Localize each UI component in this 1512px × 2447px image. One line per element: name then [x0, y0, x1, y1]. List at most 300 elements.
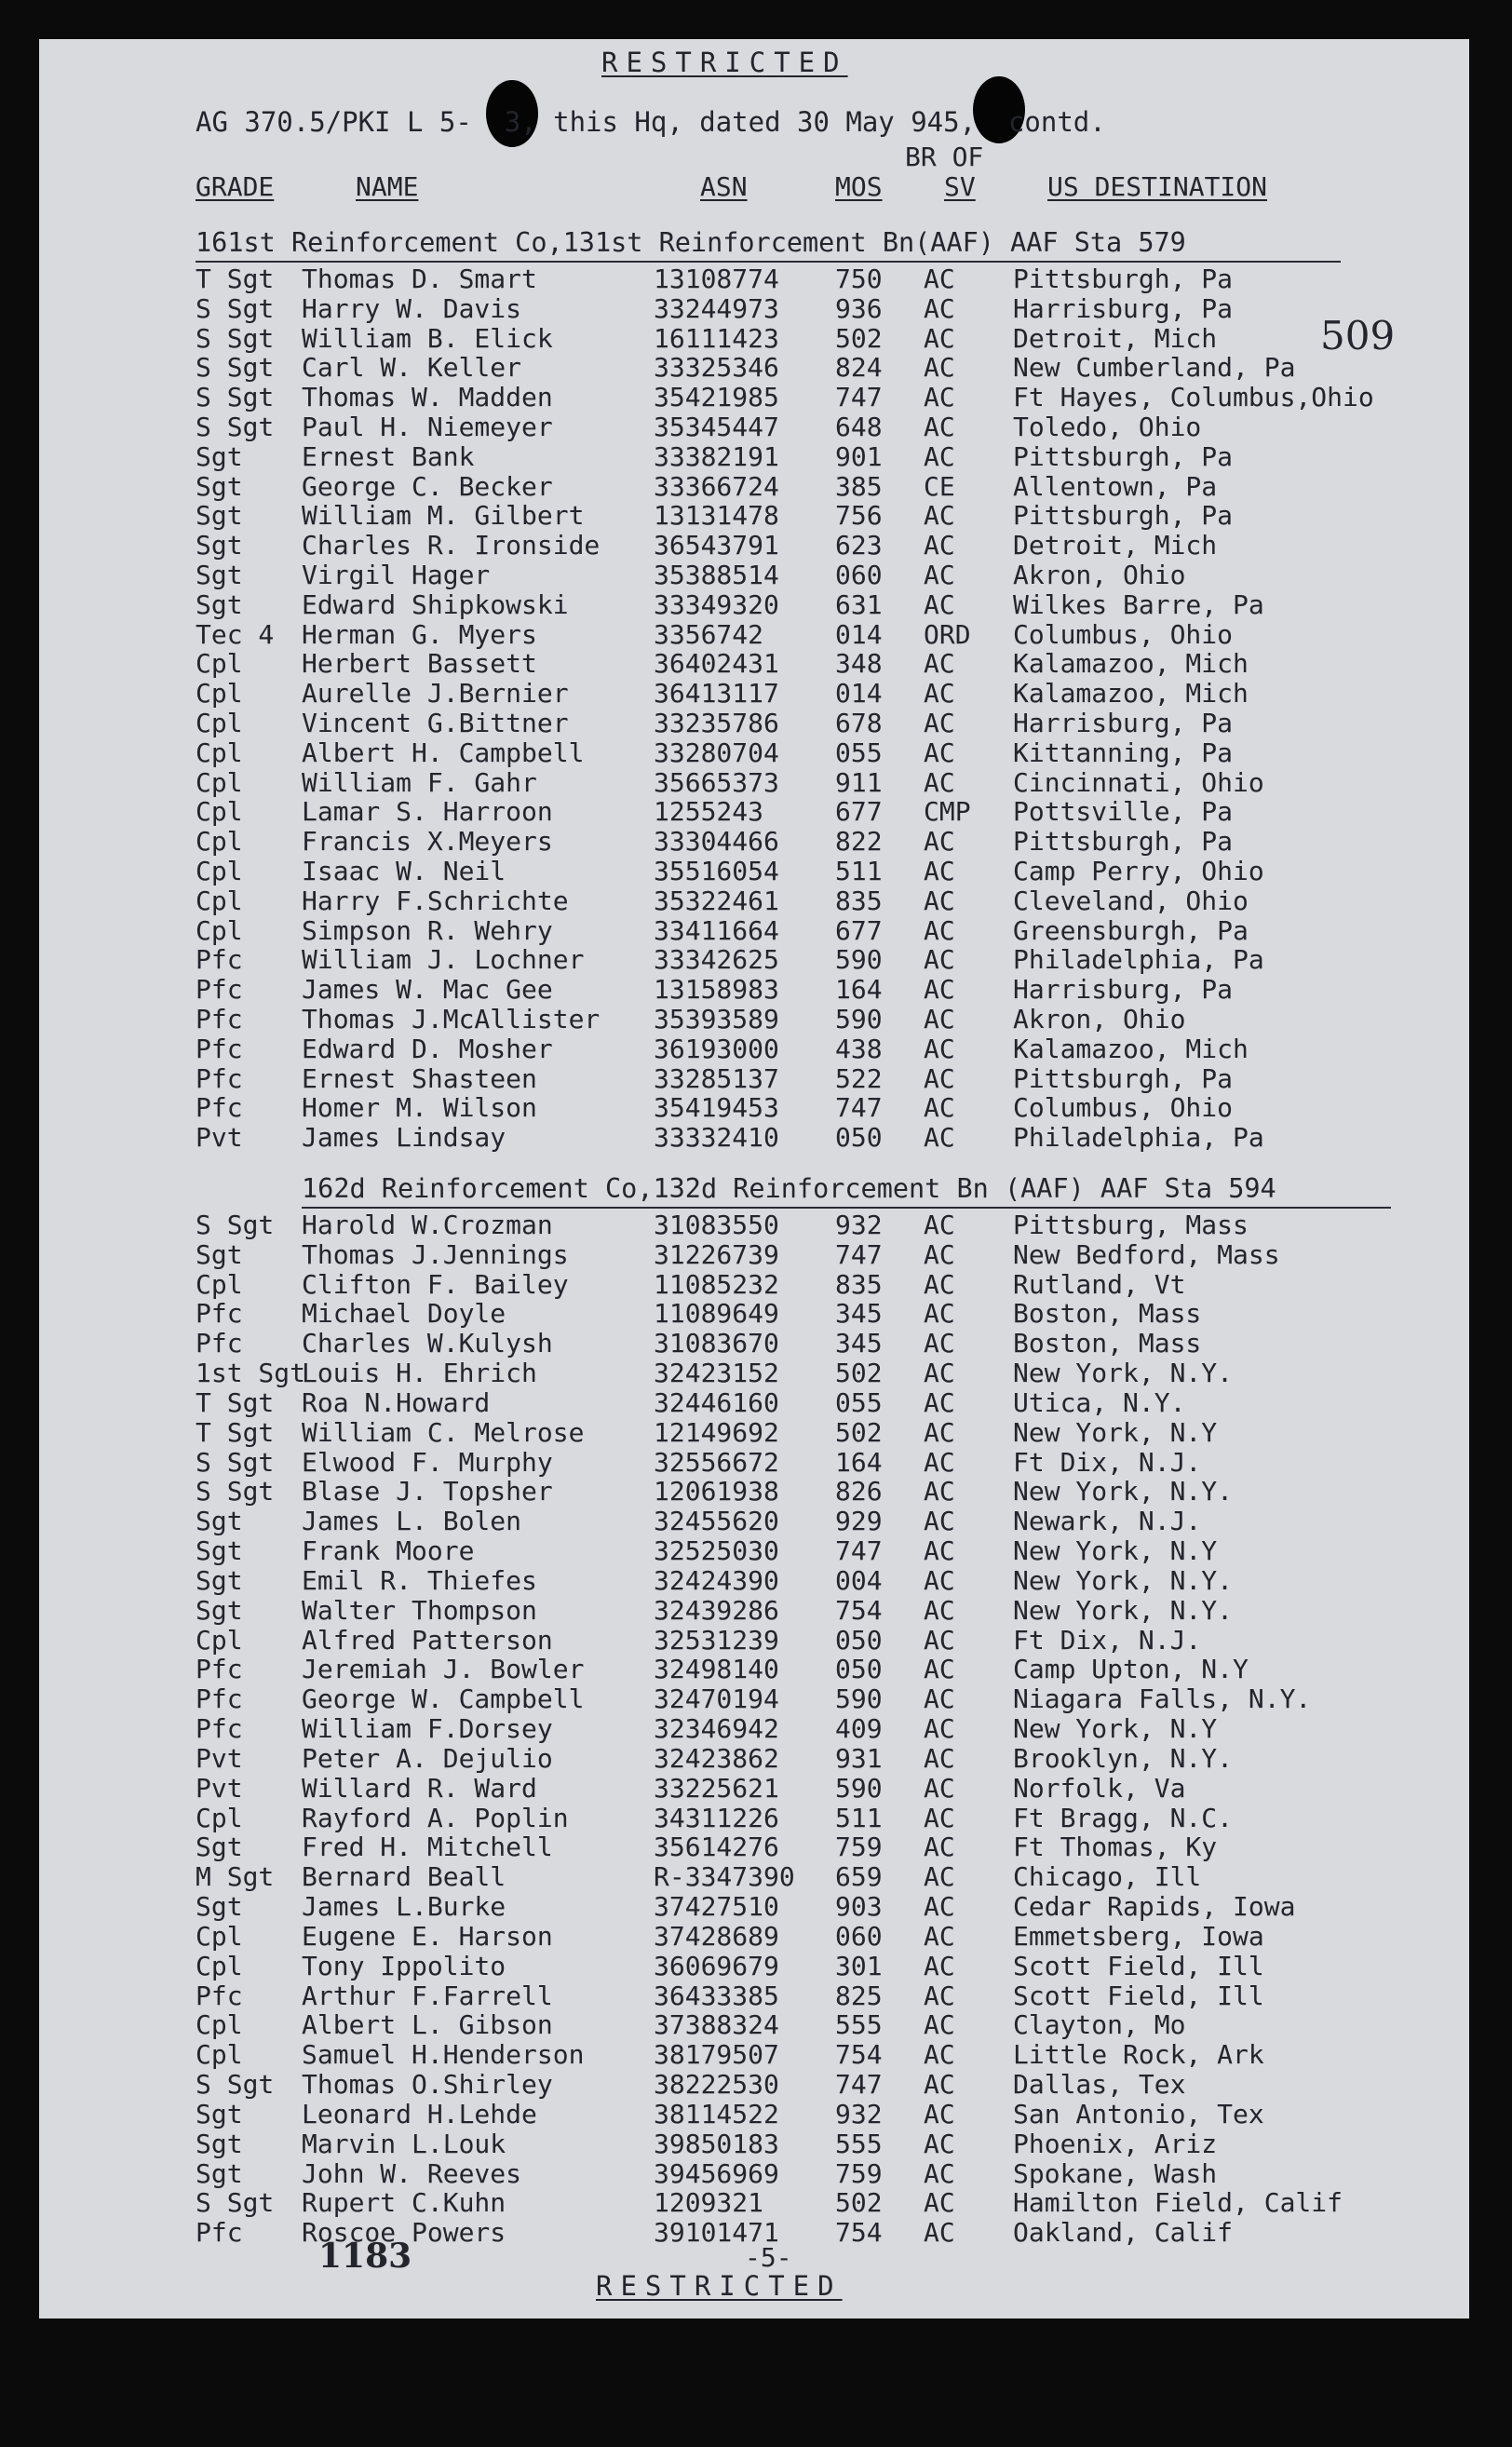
cell-grade: Cpl — [196, 2009, 243, 2041]
cell-mos: 348 — [835, 648, 883, 680]
table-row — [39, 1507, 1469, 1536]
cell-sv: CE — [924, 470, 955, 502]
cell-sv: AC — [924, 1772, 955, 1804]
cell-mos: 164 — [835, 974, 883, 1006]
table-row — [39, 294, 1469, 324]
cell-dest: Toledo, Ohio — [1013, 412, 1202, 442]
stamped-number: 509 — [1320, 313, 1396, 358]
table-row — [39, 442, 1469, 472]
cell-asn: 36433385 — [654, 1980, 779, 2011]
cell-name: James W. Mac Gee — [302, 974, 553, 1006]
cell-dest: Emmetsberg, Iowa — [1013, 1920, 1264, 1952]
cell-dest: Spokane, Wash — [1013, 2157, 1218, 2189]
cell-mos: 502 — [835, 1416, 883, 1448]
cell-asn: 37388324 — [654, 2009, 779, 2041]
cell-sv: AC — [924, 826, 955, 858]
cell-name: Arthur F.Farrell — [302, 1980, 553, 2011]
cell-asn: 35665373 — [654, 766, 779, 798]
cell-sv: AC — [924, 292, 955, 324]
cell-name: Lamar S. Harroon — [302, 796, 553, 828]
cell-sv: AC — [924, 2098, 955, 2129]
cell-dest: New York, N.Y — [1013, 1416, 1218, 1448]
cell-name: Eugene E. Harson — [302, 1920, 553, 1952]
cell-dest: Detroit, Mich — [1013, 322, 1218, 354]
table-row — [39, 1329, 1469, 1359]
cell-dest: Columbus, Ohio — [1013, 1092, 1234, 1124]
cell-asn: 33349320 — [654, 588, 779, 620]
cell-mos: 555 — [835, 2128, 883, 2159]
cell-name: Emil R. Thiefes — [302, 1564, 537, 1596]
cell-grade: S Sgt — [196, 1476, 275, 1507]
cell-grade: Pfc — [196, 1004, 243, 1034]
cell-grade: Pfc — [196, 1980, 243, 2011]
cell-name: Jeremiah J. Bowler — [302, 1654, 585, 1685]
table-row — [39, 472, 1469, 502]
cell-name: Marvin L.Louk — [302, 2128, 506, 2159]
cell-sv: AC — [924, 1298, 955, 1330]
cell-mos: 345 — [835, 1298, 883, 1330]
cell-dest: Dallas, Tex — [1013, 2069, 1186, 2101]
cell-dest: Harrisburg, Pa — [1013, 292, 1234, 324]
cell-name: Paul H. Niemeyer — [302, 412, 553, 442]
cell-sv: AC — [924, 1535, 955, 1567]
cell-dest: Pittsburgh, Pa — [1013, 440, 1234, 472]
cell-dest: Newark, N.J. — [1013, 1506, 1202, 1537]
cell-dest: New York, N.Y. — [1013, 1476, 1234, 1507]
cell-dest: New York, N.Y — [1013, 1713, 1218, 1745]
cell-name: Charles W.Kulysh — [302, 1328, 553, 1359]
table-row — [39, 501, 1469, 531]
cell-grade: Pfc — [196, 974, 243, 1006]
cell-grade: Pvt — [196, 1742, 243, 1774]
cell-name: Harry W. Davis — [302, 292, 522, 324]
cell-sv: AC — [924, 1980, 955, 2011]
table-row — [39, 738, 1469, 768]
cell-sv: AC — [924, 2069, 955, 2101]
cell-dest: Norfolk, Va — [1013, 1772, 1186, 1804]
cell-mos: 750 — [835, 264, 883, 294]
cell-mos: 903 — [835, 1891, 883, 1923]
cell-sv: AC — [924, 1861, 955, 1893]
cell-name: Thomas J.Jennings — [302, 1238, 569, 1270]
cell-name: William J. Lochner — [302, 944, 585, 976]
cell-sv: AC — [924, 588, 955, 620]
cell-asn: 35421985 — [654, 382, 779, 413]
cell-dest: New Bedford, Mass — [1013, 1238, 1280, 1270]
cell-sv: AC — [924, 2157, 955, 2189]
cell-mos: 511 — [835, 1802, 883, 1833]
table-row — [39, 2070, 1469, 2100]
cell-dest: Ft Dix, N.J. — [1013, 1446, 1202, 1478]
table-row — [39, 1774, 1469, 1804]
cell-dest: Akron, Ohio — [1013, 560, 1186, 590]
cell-asn: 35516054 — [654, 856, 779, 886]
cell-sv: AC — [924, 1328, 955, 1359]
cell-mos: 345 — [835, 1328, 883, 1359]
cell-asn: 35614276 — [654, 1832, 779, 1863]
cell-grade: Sgt — [196, 1564, 243, 1596]
cell-grade: Pfc — [196, 1654, 243, 1685]
cell-name: Bernard Beall — [302, 1861, 506, 1893]
cell-sv: AC — [924, 1358, 955, 1389]
cell-mos: 522 — [835, 1062, 883, 1094]
cell-asn: 38114522 — [654, 2098, 779, 2129]
cell-name: Frank Moore — [302, 1535, 475, 1567]
cell-dest: Scott Field, Ill — [1013, 1980, 1264, 2011]
section-title: 162d Reinforcement Co,132d Reinforcement Bn (AAF) AAF Sta 594 — [302, 1173, 1276, 1204]
cell-mos: 754 — [835, 2217, 883, 2249]
cell-grade: Cpl — [196, 1920, 243, 1952]
cell-name: Carl W. Keller — [302, 352, 522, 384]
cell-dest: Scott Field, Ill — [1013, 1950, 1264, 1981]
cell-mos: 385 — [835, 470, 883, 502]
cell-grade: Sgt — [196, 1832, 243, 1863]
cell-mos: 759 — [835, 2157, 883, 2189]
cell-name: William F.Dorsey — [302, 1713, 553, 1745]
cell-sv: AC — [924, 1062, 955, 1094]
header-classification: RESTRICTED — [601, 47, 848, 78]
cell-grade: Sgt — [196, 2128, 243, 2159]
table-row — [39, 1093, 1469, 1123]
cell-name: Roa N.Howard — [302, 1386, 491, 1418]
cell-name: Harry F.Schrichte — [302, 885, 569, 916]
cell-grade: Sgt — [196, 560, 243, 590]
table-row — [39, 2188, 1469, 2218]
table-row — [39, 1034, 1469, 1064]
cell-grade: Cpl — [196, 914, 243, 946]
cell-mos: 590 — [835, 1004, 883, 1034]
cell-asn: 13108774 — [654, 264, 779, 294]
cell-mos: 050 — [835, 1122, 883, 1154]
cell-name: William B. Elick — [302, 322, 553, 354]
cell-sv: AC — [924, 1476, 955, 1507]
cell-dest: Philadelphia, Pa — [1013, 1122, 1264, 1154]
cell-grade: Sgt — [196, 440, 243, 472]
cell-asn: 31226739 — [654, 1238, 779, 1270]
cell-name: William M. Gilbert — [302, 500, 585, 532]
cell-sv: AC — [924, 944, 955, 976]
cell-grade: S Sgt — [196, 1446, 275, 1478]
cell-dest: Detroit, Mich — [1013, 530, 1218, 561]
cell-asn: 1209321 — [654, 2187, 764, 2219]
cell-dest: Cincinnati, Ohio — [1013, 766, 1264, 798]
cell-dest: Boston, Mass — [1013, 1298, 1202, 1330]
cell-sv: AC — [924, 1268, 955, 1300]
cell-name: Thomas J.McAllister — [302, 1004, 601, 1034]
cell-grade: Cpl — [196, 885, 243, 916]
cell-asn: 33366724 — [654, 470, 779, 502]
table-row — [39, 827, 1469, 857]
cell-sv: AC — [924, 1594, 955, 1626]
cell-sv: AC — [924, 1832, 955, 1863]
cell-name: George C. Becker — [302, 470, 553, 502]
cell-mos: 050 — [835, 1654, 883, 1685]
cell-sv: AC — [924, 2039, 955, 2071]
cell-dest: Kalamazoo, Mich — [1013, 1033, 1249, 1064]
cell-dest: Harrisburg, Pa — [1013, 708, 1234, 738]
cell-asn: 33235786 — [654, 708, 779, 738]
cell-sv: AC — [924, 1210, 955, 1240]
cell-sv: AC — [924, 885, 955, 916]
cell-sv: AC — [924, 1238, 955, 1270]
table-row — [39, 412, 1469, 442]
cell-sv: AC — [924, 766, 955, 798]
cell-sv: AC — [924, 530, 955, 561]
cell-dest: New York, N.Y. — [1013, 1358, 1234, 1389]
cell-name: Willard R. Ward — [302, 1772, 537, 1804]
table-row — [39, 916, 1469, 946]
br-of-label: BR OF — [905, 142, 984, 172]
cell-grade: Cpl — [196, 2039, 243, 2071]
cell-sv: AC — [924, 264, 955, 294]
cell-asn: 39101471 — [654, 2217, 779, 2249]
column-header-mos: MOS — [835, 171, 883, 202]
cell-mos: 590 — [835, 944, 883, 976]
cell-asn: 33411664 — [654, 914, 779, 946]
table-row — [39, 1240, 1469, 1270]
cell-mos: 631 — [835, 588, 883, 620]
cell-mos: 301 — [835, 1950, 883, 1981]
cell-name: Elwood F. Murphy — [302, 1446, 553, 1478]
cell-mos: 677 — [835, 914, 883, 946]
cell-asn: 13131478 — [654, 500, 779, 532]
cell-name: Blase J. Topsher — [302, 1476, 553, 1507]
cell-dest: Clayton, Mo — [1013, 2009, 1186, 2041]
cell-mos: 901 — [835, 440, 883, 472]
cell-grade: Sgt — [196, 500, 243, 532]
handwritten-number: 1183 — [318, 2237, 412, 2276]
cell-name: Francis X.Meyers — [302, 826, 553, 858]
cell-mos: 555 — [835, 2009, 883, 2041]
cell-dest: Wilkes Barre, Pa — [1013, 588, 1264, 620]
footer-classification: RESTRICTED — [596, 2270, 843, 2302]
cell-asn: 36069679 — [654, 1950, 779, 1981]
cell-asn: 38179507 — [654, 2039, 779, 2071]
cell-asn: 11085232 — [654, 1268, 779, 1300]
cell-asn: 33382191 — [654, 440, 779, 472]
table-row — [39, 709, 1469, 738]
cell-asn: 32424390 — [654, 1564, 779, 1596]
cell-sv: AC — [924, 2128, 955, 2159]
table-row — [39, 1655, 1469, 1684]
cell-dest: Boston, Mass — [1013, 1328, 1202, 1359]
cell-name: James Lindsay — [302, 1122, 506, 1154]
cell-name: Isaac W. Neil — [302, 856, 506, 886]
cell-mos: 014 — [835, 678, 883, 710]
cell-grade: Sgt — [196, 1891, 243, 1923]
cell-grade: Sgt — [196, 530, 243, 561]
cell-name: George W. Campbell — [302, 1683, 585, 1715]
cell-mos: 659 — [835, 1861, 883, 1893]
cell-asn: 36193000 — [654, 1033, 779, 1064]
cell-sv: AC — [924, 708, 955, 738]
cell-mos: 929 — [835, 1506, 883, 1537]
cell-dest: Pittsburgh, Pa — [1013, 500, 1234, 532]
cell-sv: AC — [924, 500, 955, 532]
cell-asn: 35345447 — [654, 412, 779, 442]
cell-grade: Cpl — [196, 708, 243, 738]
cell-mos: 502 — [835, 1358, 883, 1389]
cell-grade: Cpl — [196, 1268, 243, 1300]
cell-name: Thomas O.Shirley — [302, 2069, 553, 2101]
cell-dest: Kittanning, Pa — [1013, 737, 1234, 768]
cell-dest: Philadelphia, Pa — [1013, 944, 1264, 976]
column-header-grade: GRADE — [196, 171, 275, 202]
cell-asn: 31083670 — [654, 1328, 779, 1359]
section-underline — [302, 1207, 1391, 1209]
cell-mos: 014 — [835, 618, 883, 650]
cell-grade: Pfc — [196, 2217, 243, 2249]
cell-dest: Rutland, Vt — [1013, 1268, 1186, 1300]
cell-name: Peter A. Dejulio — [302, 1742, 553, 1774]
cell-asn: 32470194 — [654, 1683, 779, 1715]
cell-grade: Tec 4 — [196, 618, 275, 650]
cell-dest: Hamilton Field, Calif — [1013, 2187, 1343, 2219]
cell-asn: 32423152 — [654, 1358, 779, 1389]
cell-sv: AC — [924, 1033, 955, 1064]
cell-dest: Pittsburg, Mass — [1013, 1210, 1249, 1240]
cell-name: Vincent G.Bittner — [302, 708, 569, 738]
cell-mos: 060 — [835, 560, 883, 590]
cell-name: Samuel H.Henderson — [302, 2039, 585, 2071]
cell-asn: 39850183 — [654, 2128, 779, 2159]
table-row — [39, 1832, 1469, 1862]
table-row — [39, 1388, 1469, 1418]
cell-asn: 3356742 — [654, 618, 764, 650]
cell-dest: Brooklyn, N.Y. — [1013, 1742, 1234, 1774]
cell-asn: 16111423 — [654, 322, 779, 354]
cell-dest: Ft Bragg, N.C. — [1013, 1802, 1234, 1833]
cell-mos: 835 — [835, 1268, 883, 1300]
cell-sv: AC — [924, 1122, 955, 1154]
cell-grade: Pvt — [196, 1772, 243, 1804]
table-row — [39, 1566, 1469, 1596]
cell-grade: Cpl — [196, 1624, 243, 1656]
cell-mos: 754 — [835, 1594, 883, 1626]
cell-dest: New York, N.Y. — [1013, 1564, 1234, 1596]
cell-grade: T Sgt — [196, 1416, 275, 1448]
cell-mos: 936 — [835, 292, 883, 324]
table-row — [39, 1536, 1469, 1566]
cell-sv: AC — [924, 1004, 955, 1034]
cell-name: Tony Ippolito — [302, 1950, 506, 1981]
cell-mos: 055 — [835, 1386, 883, 1418]
cell-name: Ernest Shasteen — [302, 1062, 537, 1094]
cell-mos: 648 — [835, 412, 883, 442]
cell-name: Alfred Patterson — [302, 1624, 553, 1656]
cell-dest: San Antonio, Tex — [1013, 2098, 1264, 2129]
table-row — [39, 2159, 1469, 2189]
cell-name: William F. Gahr — [302, 766, 537, 798]
table-row — [39, 383, 1469, 412]
cell-mos: 623 — [835, 530, 883, 561]
cell-sv: CMP — [924, 796, 971, 828]
cell-name: Simpson R. Wehry — [302, 914, 553, 946]
table-row — [39, 1862, 1469, 1892]
cell-grade: Pfc — [196, 1683, 243, 1715]
cell-asn: 33332410 — [654, 1122, 779, 1154]
cell-mos: 747 — [835, 1092, 883, 1124]
cell-sv: AC — [924, 2217, 955, 2249]
cell-mos: 050 — [835, 1624, 883, 1656]
cell-sv: AC — [924, 560, 955, 590]
cell-dest: Pittsburgh, Pa — [1013, 826, 1234, 858]
cell-mos: 824 — [835, 352, 883, 384]
cell-name: Fred H. Mitchell — [302, 1832, 553, 1863]
cell-name: Rayford A. Poplin — [302, 1802, 569, 1833]
cell-mos: 409 — [835, 1713, 883, 1745]
cell-dest: Pottsville, Pa — [1013, 796, 1234, 828]
cell-grade: Sgt — [196, 1594, 243, 1626]
cell-grade: Pfc — [196, 1033, 243, 1064]
cell-name: William C. Melrose — [302, 1416, 585, 1448]
cell-sv: AC — [924, 856, 955, 886]
cell-dest: Chicago, Ill — [1013, 1861, 1202, 1893]
cell-mos: 511 — [835, 856, 883, 886]
cell-mos: 438 — [835, 1033, 883, 1064]
table-row — [39, 1064, 1469, 1094]
cell-grade: Pfc — [196, 944, 243, 976]
cell-asn: 36413117 — [654, 678, 779, 710]
cell-grade: S Sgt — [196, 322, 275, 354]
cell-sv: AC — [924, 1506, 955, 1537]
cell-dest: Phoenix, Ariz — [1013, 2128, 1218, 2159]
cell-mos: 590 — [835, 1772, 883, 1804]
page-number: -5- — [745, 2242, 792, 2273]
cell-dest: Kalamazoo, Mich — [1013, 648, 1249, 680]
cell-grade: Sgt — [196, 588, 243, 620]
cell-sv: AC — [924, 352, 955, 384]
table-row — [39, 1922, 1469, 1952]
cell-dest: New York, N.Y — [1013, 1535, 1218, 1567]
cell-sv: AC — [924, 914, 955, 946]
table-row — [39, 768, 1469, 798]
cell-asn: 33244973 — [654, 292, 779, 324]
cell-mos: 164 — [835, 1446, 883, 1478]
cell-grade: Pfc — [196, 1328, 243, 1359]
table-row — [39, 2040, 1469, 2070]
cell-sv: AC — [924, 440, 955, 472]
cell-asn: 35388514 — [654, 560, 779, 590]
cell-dest: Pittsburgh, Pa — [1013, 1062, 1234, 1094]
table-row — [39, 590, 1469, 620]
cell-grade: Sgt — [196, 1506, 243, 1537]
cell-asn: 37427510 — [654, 1891, 779, 1923]
cell-dest: Niagara Falls, N.Y. — [1013, 1683, 1312, 1715]
cell-name: Roscoe Powers — [302, 2217, 506, 2249]
cell-asn: 33225621 — [654, 1772, 779, 1804]
cell-mos: 747 — [835, 382, 883, 413]
table-row — [39, 2010, 1469, 2040]
cell-grade: Pfc — [196, 1713, 243, 1745]
cell-mos: 502 — [835, 2187, 883, 2219]
cell-grade: Cpl — [196, 678, 243, 710]
cell-sv: AC — [924, 1386, 955, 1418]
cell-asn: 1255243 — [654, 796, 764, 828]
cell-name: Clifton F. Bailey — [302, 1268, 569, 1300]
table-row — [39, 1804, 1469, 1833]
table-row — [39, 945, 1469, 975]
table-row — [39, 1684, 1469, 1714]
cell-grade: S Sgt — [196, 352, 275, 384]
cell-sv: AC — [924, 412, 955, 442]
document-page — [39, 39, 1469, 2319]
cell-grade: 1st Sgt — [196, 1358, 306, 1389]
cell-name: James L.Burke — [302, 1891, 506, 1923]
cell-asn: 36543791 — [654, 530, 779, 561]
cell-sv: AC — [924, 1802, 955, 1833]
cell-mos: 747 — [835, 1238, 883, 1270]
